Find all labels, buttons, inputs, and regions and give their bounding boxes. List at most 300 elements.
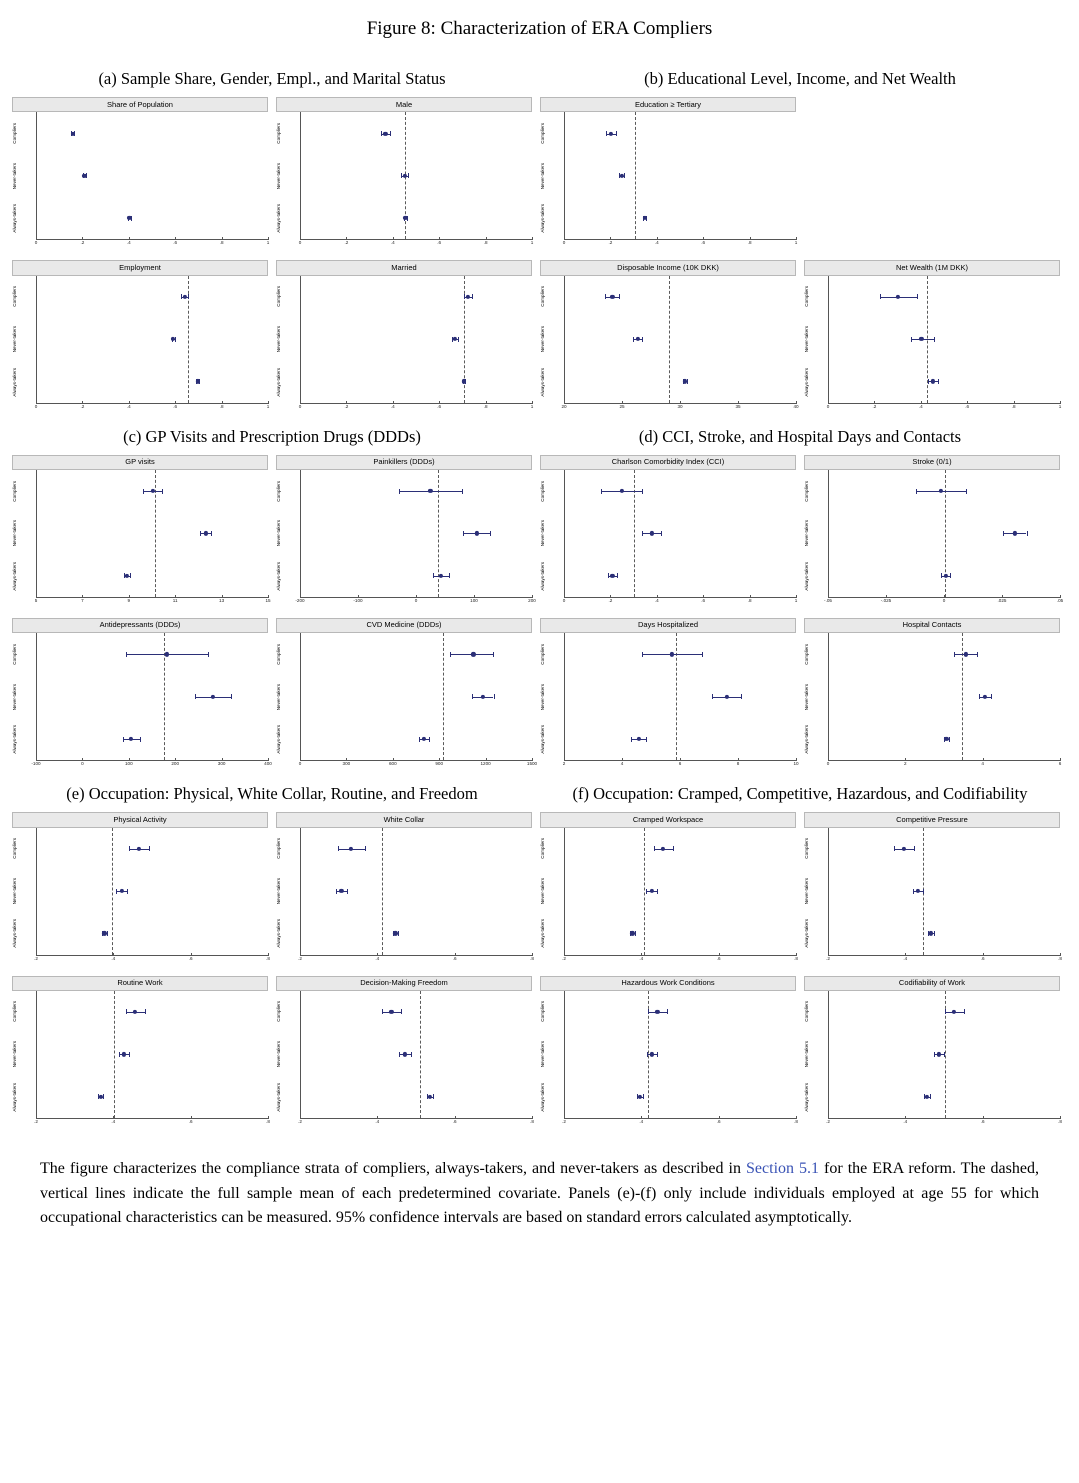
point-estimate [661,847,665,851]
x-axis-tick-label: 0 [298,761,302,767]
estimate-row [829,555,1060,597]
point-estimate [937,1052,941,1056]
y-axis-tick-label: Always-takers [540,725,545,754]
point-estimate [211,695,215,699]
x-axis-tick-label: .8 [483,403,488,409]
ci-cap [390,131,391,136]
ci-cap [657,889,658,894]
point-estimate [902,847,906,851]
x-axis-tick-label: 0 [826,761,830,767]
x-axis [564,240,796,250]
point-estimate [339,889,343,893]
x-axis-tick-label: 30 [677,403,683,409]
x-axis-tick-label: 400 [264,761,272,767]
panel-a [12,58,532,414]
estimate-row [565,633,796,675]
x-axis-tick-label: .6 [437,403,442,409]
ci-cap [631,737,632,742]
x-axis-tick-label: -200 [295,597,305,603]
y-axis-labels [540,112,564,240]
ci-cap [642,489,643,494]
estimate-row [829,470,1060,512]
x-axis-tick-label: 4 [620,761,624,767]
y-axis-tick-label: Always-takers [804,919,809,949]
panel-d-caption: (d) CCI, Stroke, and Hospital Days and Contacts [638,426,962,446]
y-axis-tick-label: Always-takers [804,367,809,397]
estimate-row [565,155,796,197]
x-axis-tick-label: .8 [794,1118,798,1124]
plot-area [564,276,796,404]
note-part-1: The figure characterizes the compliance strata of compliers, always-takers, and never-takers as described in [40,1159,747,1177]
point-estimate [630,931,634,935]
x-axis-tick-label: .4 [375,955,380,961]
y-axis-tick-label: Never-takers [540,878,545,905]
x-axis-tick-label: 35 [735,403,741,409]
ci-cap [608,573,609,578]
ci-cap [911,337,912,342]
panel-f-caption: (f) Occupation: Cramped, Competitive, Hazardous, and Codifiability [572,784,1028,804]
x-axis-tick-label: 1 [530,403,534,409]
x-axis-tick-label: .2 [80,403,85,409]
x-axis [31,761,272,771]
ci-cap [116,889,117,894]
estimate-row [37,676,268,718]
estimate-row [37,991,268,1033]
x-axis-tick-label: .6 [437,240,442,246]
x-axis-tick-label: .2 [826,1118,830,1124]
ci-cap [145,1009,146,1014]
ci-cap [616,131,617,136]
estimate-row [565,870,796,912]
x-axis-tick-label: .8 [794,955,798,961]
coef-plot [12,455,271,608]
y-axis-tick-label: Never-takers [804,520,809,547]
x-axis [828,956,1060,966]
y-axis-tick-label: Always-takers [276,204,281,233]
x-axis-tick-label: 6 [1058,761,1062,767]
ci-cap [702,652,703,657]
panel-b-caption: (b) Educational Level, Income, and Net Wealth [644,69,956,88]
estimate-row [829,870,1060,912]
plot-title: Routine Work [12,976,268,991]
ci-cap [673,846,674,851]
ci-cap [945,1009,946,1014]
ci-cap [950,573,951,578]
x-axis [300,404,532,414]
ci-cap [646,889,647,894]
estimate-row [829,991,1060,1033]
y-axis-tick-label: Compliers [804,480,809,502]
point-estimate [122,1052,126,1056]
point-estimate [650,531,654,535]
estimate-row [829,1033,1060,1075]
ci-cap [606,131,607,136]
section-link[interactable]: Section 5.1 [746,1159,820,1177]
point-estimate [150,489,154,493]
point-estimate [481,695,485,699]
point-estimate [125,574,129,578]
point-estimate [389,1010,393,1014]
x-axis-tick-label: 1 [530,240,534,246]
ci-cap [687,379,688,384]
y-axis-tick-label: Never-takers [540,683,545,710]
ci-cap [979,694,980,699]
x-axis-tick-label: 200 [171,761,180,767]
coef-plot [276,260,532,413]
point-estimate [439,574,443,578]
ci-cap [605,294,606,299]
ci-cap [646,737,647,742]
x-axis-tick-label: 300 [342,761,351,767]
plot-area [300,828,532,956]
x-axis-tick-label: 15 [265,597,271,603]
point-estimate [925,1095,929,1099]
x-axis [828,404,1060,414]
ci-cap [991,694,992,699]
x-axis [36,956,268,966]
note-part-2: for the ERA reform. The dashed, vertical lines indicate the full sample mean of each predetermined covariate. Panels (e)-(f) only include individuals employed at age 55 for which occupational characteristics can be measured. 95% confidence intervals are based on standard errors calculated asymptotically. [40,1159,1039,1227]
x-axis-tick-label: 1 [266,403,270,409]
x-axis [564,1119,796,1129]
y-axis-labels [804,633,828,761]
x-axis-tick-label: .2 [80,240,85,246]
x-axis-tick-label: .4 [903,955,908,961]
estimate-row [565,912,796,954]
y-axis-tick-label: Always-takers [276,1082,281,1112]
ci-cap [944,1052,945,1057]
ci-cap [381,131,382,136]
ci-cap [923,889,924,894]
coef-plot [804,812,1060,965]
x-axis-tick-label: .4 [654,240,659,246]
y-axis-labels [804,828,828,956]
estimate-row [829,512,1060,554]
x-axis-tick-label: 0 [562,240,566,246]
estimate-row [565,512,796,554]
x-axis-tick-label: .2 [608,240,613,246]
x-axis-tick-label: .2 [562,1118,566,1124]
plot-area [828,276,1060,404]
x-axis-tick-label: 0 [826,403,830,409]
estimate-row [301,1033,532,1075]
x-axis-tick-label: .025 [997,597,1007,603]
estimate-row [301,318,532,360]
y-axis-tick-label: Compliers [276,1001,281,1023]
estimate-row [829,676,1060,718]
estimate-row [565,718,796,760]
point-estimate [165,652,169,656]
plot-area [300,470,532,598]
y-axis-tick-label: Compliers [804,838,809,859]
x-axis [295,597,536,608]
plot-area [36,112,268,240]
x-axis-tick-label: .6 [701,597,706,603]
x-axis-tick-label: 2 [904,761,907,767]
point-estimate [428,489,432,493]
x-axis-tick-label: .8 [483,240,488,246]
x-axis-tick-label: .8 [1011,403,1016,409]
x-axis-tick-label: 1500 [526,761,538,767]
x-axis-tick-label: .2 [608,597,613,603]
y-axis-tick-label: Compliers [276,480,281,502]
ci-cap [635,931,636,936]
point-estimate [610,574,614,578]
x-axis-tick-label: 5 [34,597,38,603]
x-axis [36,1119,268,1129]
point-estimate [403,1052,407,1056]
x-axis-tick-label: .2 [826,955,830,961]
ci-cap [1027,531,1028,536]
point-estimate [637,737,641,741]
ci-cap [619,294,620,299]
estimate-row [829,318,1060,360]
y-axis-tick-label: Always-takers [276,561,281,591]
estimate-row [829,360,1060,402]
x-axis-tick-label: .05 [1056,597,1064,603]
panel-d-charts [540,455,1064,772]
ci-cap [894,846,895,851]
x-axis-tick-label: 600 [388,761,397,767]
ci-cap [633,337,634,342]
y-axis-tick-label: Compliers [540,123,545,144]
coef-plot [12,976,268,1129]
point-estimate [670,652,674,656]
y-axis-labels [540,828,564,956]
y-axis-labels [276,991,300,1119]
ci-cap [401,1009,402,1014]
y-axis-labels [12,112,36,240]
panel-a-charts [12,97,532,414]
estimate-row [565,276,796,318]
ci-cap [648,1009,649,1014]
y-axis-tick-label: Never-takers [276,878,281,905]
x-axis [562,761,799,771]
y-axis-tick-label: Always-takers [12,204,17,233]
ci-cap [211,531,212,536]
point-estimate [471,652,475,656]
point-estimate [183,295,187,299]
estimate-row [301,112,532,154]
plot-area [564,112,796,240]
plot-title: Employment [12,260,268,275]
estimate-row [37,112,268,154]
plot-area [828,828,1060,956]
x-axis-tick-label: .4 [654,597,659,603]
x-axis-tick-label: .6 [452,955,457,961]
y-axis-tick-label: Never-takers [12,683,17,710]
coef-plot [276,618,538,771]
ci-cap [916,489,917,494]
y-axis-tick-label: Compliers [276,643,281,665]
x-axis-tick-label: .2 [34,1118,38,1124]
y-axis-tick-label: Always-takers [12,367,17,397]
ci-cap [913,889,914,894]
panel-e-caption: (e) Occupation: Physical, White Collar, Routine, and Freedom [66,784,478,804]
point-estimate [349,847,353,851]
ci-cap [338,846,339,851]
y-axis-tick-label: Always-takers [540,204,545,233]
ci-cap [880,294,881,299]
y-axis-tick-label: Always-takers [540,561,545,591]
plot-title: Male [276,97,532,112]
x-axis-tick-label: .2 [344,240,349,246]
estimate-row [37,1075,268,1117]
x-axis-tick-label: .6 [980,955,985,961]
ci-cap [934,931,935,936]
y-axis-tick-label: Compliers [540,1001,545,1023]
estimate-row [301,718,532,760]
ci-cap [930,1094,931,1099]
coef-plot [540,97,796,250]
ci-cap [661,531,662,536]
y-axis-labels [276,276,300,404]
empty-slot [804,97,1060,250]
estimate-row [37,512,268,554]
point-estimate [620,174,624,178]
estimate-row [37,912,268,954]
panel-f [540,773,1060,1129]
ci-cap [712,694,713,699]
ci-cap [126,1009,127,1014]
x-axis [300,1119,532,1129]
coef-plot [12,260,268,413]
coef-plot [540,812,796,965]
y-axis-tick-label: Never-takers [12,520,17,547]
y-axis-labels [804,470,828,598]
ci-cap [336,889,337,894]
y-axis-tick-label: Compliers [804,643,809,665]
y-axis-tick-label: Always-takers [804,561,809,591]
point-estimate [428,1095,432,1099]
x-axis-tick-label: 20 [561,403,567,409]
y-axis-tick-label: Never-takers [804,878,809,905]
plot-title: CVD Medicine (DDDs) [276,618,532,633]
y-axis-tick-label: Compliers [12,480,17,502]
y-axis-tick-label: Always-takers [540,919,545,949]
estimate-row [565,555,796,597]
estimate-row [565,1033,796,1075]
point-estimate [133,1010,137,1014]
estimate-row [565,197,796,239]
x-axis [564,956,796,966]
y-axis-tick-label: Never-takers [12,878,17,905]
estimate-row [301,276,532,318]
ci-cap [208,652,209,657]
x-axis-tick-label: .4 [918,403,923,409]
estimate-row [37,197,268,239]
y-axis-labels [276,633,300,761]
estimate-row [829,912,1060,954]
y-axis-tick-label: Never-takers [276,326,281,353]
x-axis-tick-label: .4 [375,1118,380,1124]
y-axis-tick-label: Compliers [276,286,281,307]
estimate-row [301,155,532,197]
y-axis-labels [12,470,36,598]
y-axis-tick-label: Always-takers [276,919,281,949]
x-axis [561,403,799,414]
x-axis-tick-label: 0 [298,240,302,246]
plot-area [36,470,268,598]
estimate-row [565,360,796,402]
estimate-row [301,555,532,597]
y-axis-labels [540,991,564,1119]
point-estimate [983,695,987,699]
x-axis-tick-label: .8 [1058,1118,1062,1124]
coef-plot [804,976,1060,1129]
ci-cap [462,489,463,494]
ci-cap [433,573,434,578]
ci-cap [399,489,400,494]
ci-cap [472,294,473,299]
estimate-row [565,828,796,870]
coef-plot [540,455,796,608]
estimate-row [37,828,268,870]
x-axis-tick-label: 6 [678,761,682,767]
plot-title: Competitive Pressure [804,812,1060,827]
ci-cap [398,931,399,936]
ci-cap [103,1094,104,1099]
x-axis-tick-label: 200 [528,597,536,603]
coef-plot [540,618,799,771]
y-axis-labels [540,470,564,598]
plot-title: Net Wealth (1M DKK) [804,260,1060,275]
ci-cap [914,846,915,851]
plot-area [828,633,1060,761]
x-axis-tick-label: .6 [701,240,706,246]
page-title: Figure 8: Characterization of ERA Compliers [366,18,713,39]
y-axis-tick-label: Compliers [804,286,809,307]
x-axis-tick-label: 100 [124,761,133,767]
x-axis-tick-label: .4 [126,403,131,409]
x-axis-tick-label: -100 [353,597,363,603]
panel-e-charts [12,812,532,1129]
point-estimate [915,889,919,893]
ci-cap [494,694,495,699]
y-axis-labels [12,276,36,404]
point-estimate [204,531,208,535]
panel-c-charts [12,455,538,772]
y-axis-tick-label: Compliers [276,838,281,859]
point-estimate [964,652,968,656]
x-axis-tick-label: 900 [435,761,444,767]
x-axis-tick-label: .4 [126,240,131,246]
x-axis-tick-label: 9 [127,597,131,603]
y-axis-tick-label: Compliers [540,838,545,859]
panel-grid [0,58,1079,1131]
x-axis-tick-label: 0 [414,597,418,603]
ci-cap [941,573,942,578]
y-axis-tick-label: Never-takers [540,1041,545,1068]
coef-plot [804,260,1060,413]
x-axis-tick-label: 0 [81,761,84,767]
x-axis-tick-label: 10 [793,761,799,767]
coef-plot [12,812,268,965]
x-axis-tick-label: .8 [530,955,534,961]
point-estimate [650,1052,654,1056]
x-axis-tick-label: 300 [217,761,226,767]
panel-c [12,416,538,772]
plot-title: Antidepressants (DDDs) [12,618,268,633]
x-axis [36,240,268,250]
y-axis-labels [804,991,828,1119]
ci-cap [667,1009,668,1014]
ci-cap [647,1052,648,1057]
plot-area [564,633,796,761]
plot-title: Married [276,260,532,275]
ci-cap [143,489,144,494]
ci-cap [934,337,935,342]
ci-cap [654,846,655,851]
